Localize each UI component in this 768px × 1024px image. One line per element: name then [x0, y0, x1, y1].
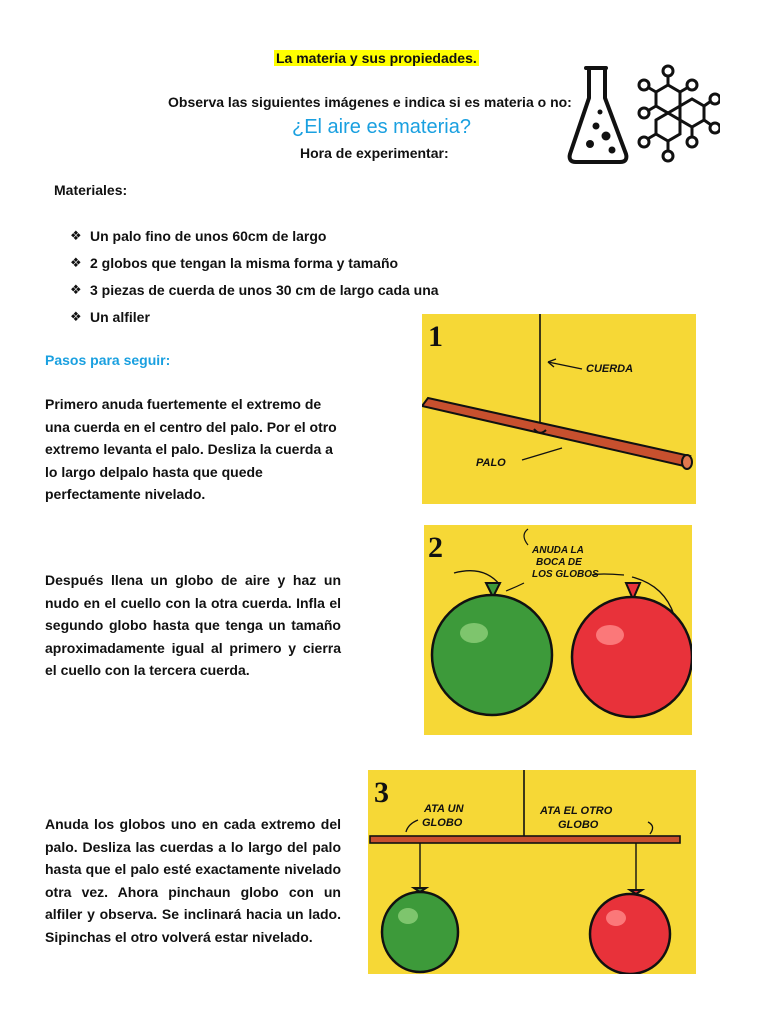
diamond-bullet-icon: ❖	[70, 227, 82, 243]
diamond-bullet-icon: ❖	[70, 281, 82, 297]
label-line: BOCA DE	[536, 557, 582, 568]
materials-list	[70, 222, 439, 330]
figure-number: 2	[428, 531, 443, 564]
list-item: ❖ Un alfiler	[70, 308, 150, 325]
label-line: ANUDA LA	[532, 545, 584, 556]
step-paragraph-1: Primero anuda fuertemente el extremo de una cuerda en el centro del palo. Por el otro extremo levanta el palo. Desliza la cuerda a lo largo delpalo hasta que quede perfectamente nivelado.	[45, 396, 337, 502]
label-string: CUERDA	[586, 363, 634, 375]
label-line: GLOBO	[558, 819, 599, 831]
diamond-bullet-icon: ❖	[70, 254, 82, 270]
figure-3-balance	[368, 770, 696, 974]
label-line: LOS GLOBOS	[532, 569, 599, 580]
figure-1-stick-string	[422, 314, 696, 504]
diamond-bullet-icon: ❖	[70, 308, 82, 324]
subtitle: Hora de experimentar:	[300, 145, 449, 161]
label-line: GLOBO	[422, 817, 463, 829]
figure-number: 1	[428, 320, 443, 353]
science-flask-molecule-icon	[560, 54, 720, 175]
list-item: ❖ 2 globos que tengan la misma forma y tamaño	[70, 254, 399, 271]
materials-heading: Materiales:	[54, 182, 128, 198]
list-item: ❖ 3 piezas de cuerda de unos 30 cm de largo cada una	[70, 281, 439, 298]
steps-heading: Pasos para seguir:	[45, 352, 171, 368]
instruction-text: Observa las siguientes imágenes e indica si es materia o no:	[168, 94, 572, 110]
label-line: ATA UN	[424, 803, 464, 815]
list-item: ❖ Un palo fino de unos 60cm de largo	[70, 227, 327, 244]
label-line: ATA EL OTRO	[540, 805, 613, 817]
label-stick: PALO	[476, 457, 506, 469]
figure-number: 3	[374, 776, 389, 809]
step-paragraph-3: Anuda los globos uno en cada extremo del palo. Desliza las cuerdas a lo largo del palo hasta que el palo esté exactamente nivelado otra vez. Ahora pinchaun globo con un alfiler y observa. Se inclinará hacia un lado. Sipinchas el otro volverá estar nivelado.	[45, 816, 341, 945]
figure-2-balloons	[424, 525, 692, 735]
page-title: La materia y sus propiedades.	[276, 50, 477, 66]
question-heading: ¿El aire es materia?	[292, 116, 471, 138]
step-paragraph-2: Después llena un globo de aire y haz un nudo en el cuello con la otra cuerda. Infla el segundo globo hasta que tenga un tamaño aproximadamente igual al primero y cierra el cuello con la tercera cuerda.	[45, 572, 341, 678]
